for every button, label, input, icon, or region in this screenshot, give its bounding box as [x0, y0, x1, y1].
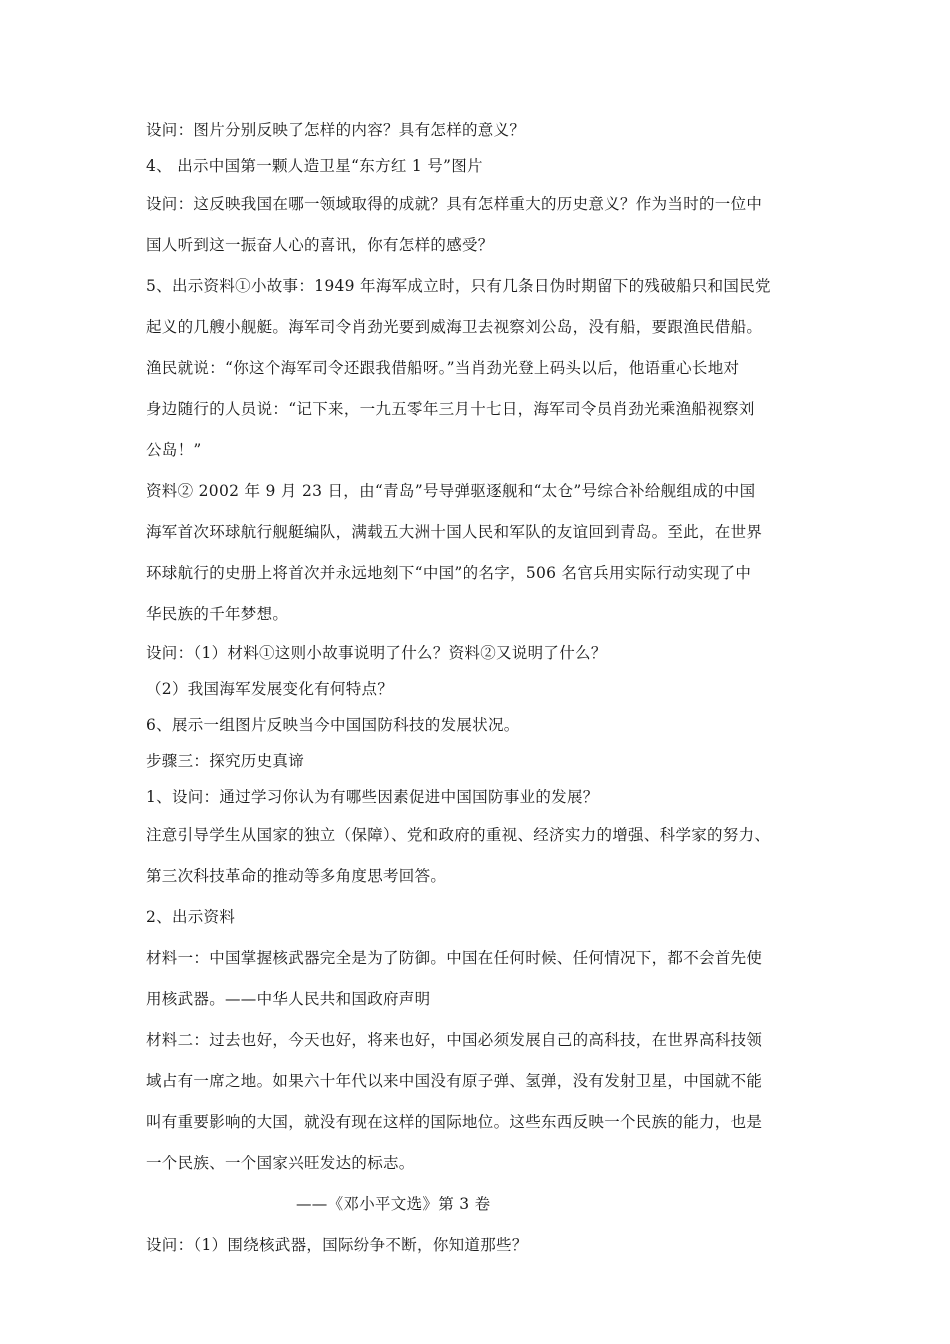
material-two-text: 域占有一席之地。如果六十年代以来中国没有原子弹、氢弹，没有发射卫星，中国就不能 [146, 1072, 763, 1090]
question-line: （2）我国海军发展变化有何特点？ [146, 680, 394, 698]
story-text: 身边随行的人员说：“记下来，一九五零年三月十七日，海军司令员肖劲光乘渔船视察刘 [146, 400, 755, 418]
story-text: 公岛！” [146, 441, 202, 459]
section-heading: 步骤三：探究历史真谛 [146, 752, 305, 770]
guidance-text: 第三次科技革命的推动等多角度思考回答。 [146, 867, 447, 885]
question-line-cont: 国人听到这一振奋人心的喜讯，你有怎样的感受？ [146, 236, 494, 254]
step-item-2: 2、出示资料 [146, 908, 236, 926]
quote-source: ——《邓小平文选》第 3 卷 [296, 1195, 491, 1213]
document-body [146, 112, 818, 1266]
material-2-text: 海军首次环球航行舰艇编队，满载五大洲十国人民和军队的友谊回到青岛。至此，在世界 [146, 523, 763, 541]
material-two-text: 叫有重要影响的大国，就没有现在这样的国际地位。这些东西反映一个民族的能力，也是 [146, 1113, 763, 1131]
question-line: 设问：（1）材料①这则小故事说明了什么？资料②又说明了什么？ [146, 644, 607, 662]
question-line: 设问：这反映我国在哪一领域取得的成就？具有怎样重大的历史意义？作为当时的一位中 [146, 195, 763, 213]
material-one-text: 材料一：中国掌握核武器完全是为了防御。中国在任何时候、任何情况下，都不会首先使 [146, 949, 763, 967]
question-line: 设问：（1）围绕核武器，国际纷争不断，你知道那些？ [146, 1236, 528, 1254]
step-item-1: 1、设问：通过学习你认为有哪些因素促进中国国防事业的发展？ [146, 788, 599, 806]
material-2-text: 华民族的千年梦想。 [146, 605, 289, 623]
question-line: 设问：图片分别反映了怎样的内容？具有怎样的意义？ [146, 121, 526, 139]
material-two-text: 一个民族、一个国家兴旺发达的标志。 [146, 1154, 415, 1172]
material-2-text: 资料② 2002 年 9 月 23 日，由“青岛”号导弹驱逐舰和“太仓”号综合补给舰组成的中国 [146, 482, 756, 500]
material-2-text: 环球航行的史册上将首次并永远地刻下“中国”的名字，506 名官兵用实际行动实现了中 [146, 564, 752, 582]
story-text: 渔民就说：“你这个海军司令还跟我借船呀。”当肖劲光登上码头以后，他语重心长地对 [146, 359, 740, 377]
step-item-6: 6、展示一组图片反映当今中国国防科技的发展状况。 [146, 716, 520, 734]
material-one-text: 用核武器。——中华人民共和国政府声明 [146, 990, 431, 1008]
step-item-4: 4、 出示中国第一颗人造卫星“东方红 1 号”图片 [146, 157, 483, 175]
material-two-text: 材料二：过去也好，今天也好，将来也好，中国必须发展自己的高科技，在世界高科技领 [146, 1031, 763, 1049]
guidance-text: 注意引导学生从国家的独立（保障）、党和政府的重视、经济实力的增强、科学家的努力、 [146, 826, 771, 844]
story-text: 起义的几艘小舰艇。海军司令肖劲光要到威海卫去视察刘公岛，没有船，要跟渔民借船。 [146, 318, 763, 336]
step-item-5: 5、出示资料①小故事：1949 年海军成立时，只有几条日伪时期留下的残破船只和国民党 [146, 277, 771, 295]
